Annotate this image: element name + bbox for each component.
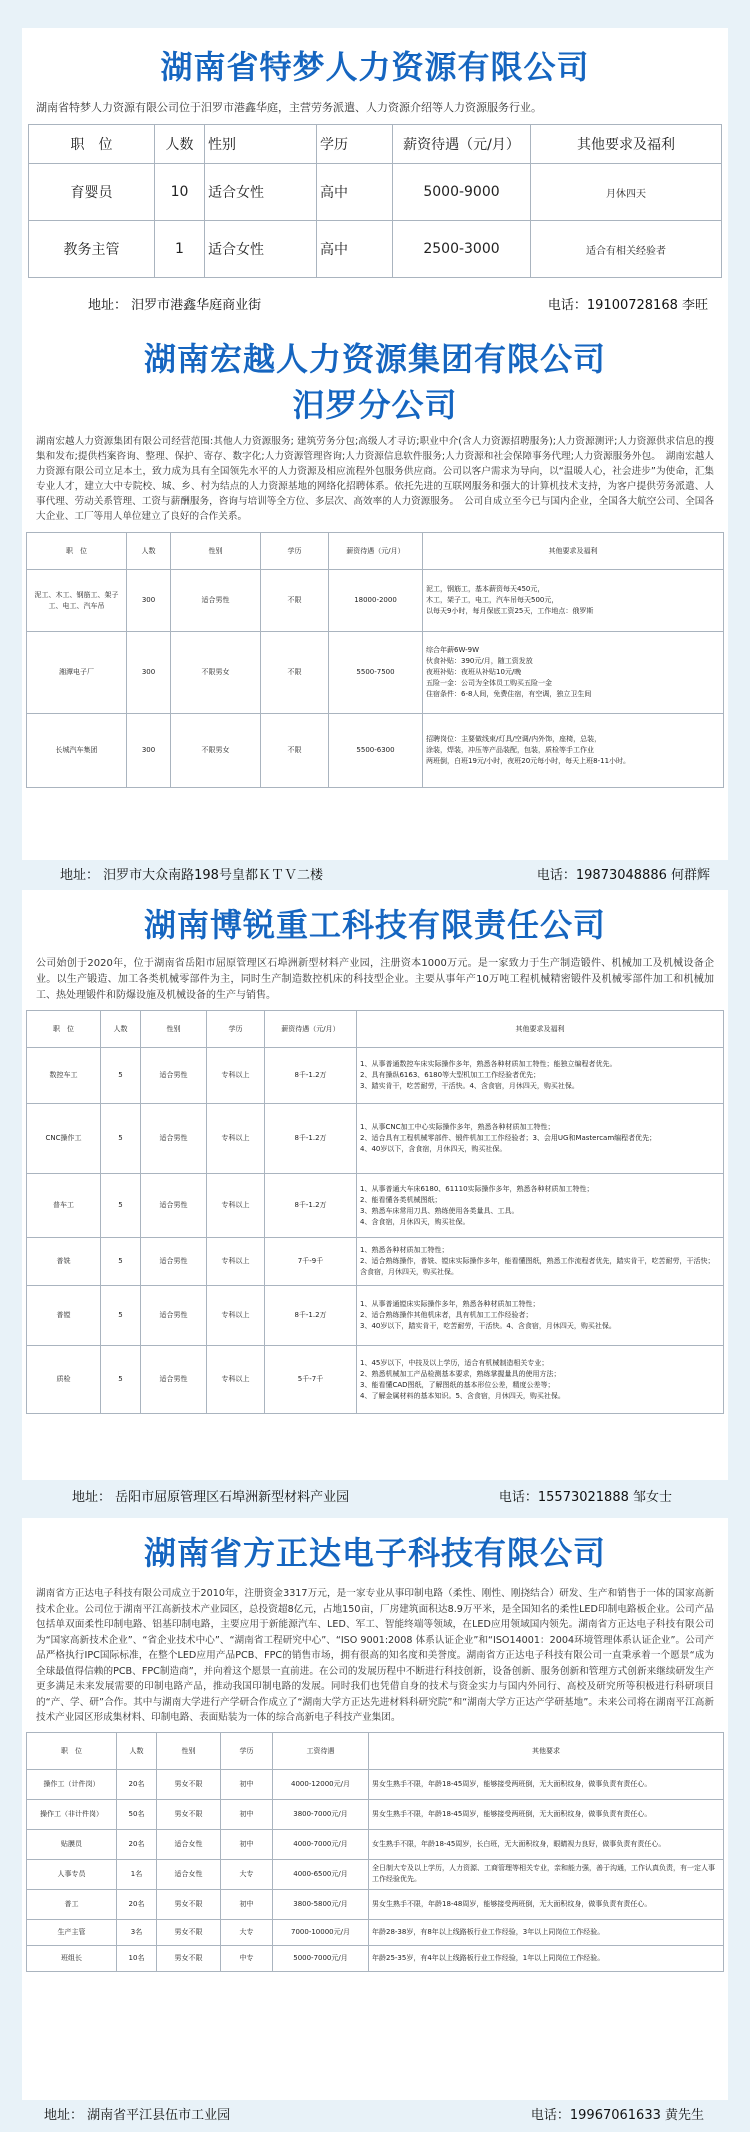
requirement-line: 2、适合熟练操作，普铣、镗床实际操作多年，能看懂图纸，熟悉工作流程者优先，踏实肯干，吃苦耐劳，干活快；含食宿，月休四天，购买社保。 — [360, 1257, 715, 1276]
job-requirements — [369, 1799, 724, 1829]
job-gender: 适合女性 — [205, 164, 317, 221]
job-education: 专科以上 — [207, 1174, 265, 1238]
job-count: 5 — [101, 1104, 141, 1174]
table-row — [27, 1919, 724, 1945]
job-benefits: 月休四天 — [531, 164, 722, 221]
job-requirements — [357, 1048, 724, 1104]
job-requirements — [357, 1104, 724, 1174]
job-requirements — [369, 1919, 724, 1945]
job-count: 10 — [155, 164, 205, 221]
header-cell: 薪资待遇（元/月） — [329, 533, 423, 570]
job-education: 初中 — [221, 1829, 273, 1859]
table-header-row — [27, 1011, 724, 1048]
job-education: 高中 — [317, 164, 393, 221]
requirement-line: 住宿条件：6-8人间，免费住宿，有空调，独立卫生间 — [426, 690, 592, 698]
job-title: 普车工 — [27, 1174, 101, 1238]
table-row — [27, 1829, 724, 1859]
job-table — [26, 532, 724, 788]
job-gender: 不限男女 — [171, 632, 261, 714]
requirement-line: 2、适合具有工程机械零部件、锻件机加工工作经验者；3、会用UG和Mastercam编程者优先； — [360, 1134, 657, 1142]
company-description: 湖南省特梦人力资源有限公司位于汨罗市港鑫华庭，主营劳务派遣、人力资源介绍等人力资源服务行业。 — [36, 101, 542, 114]
job-count: 5 — [101, 1346, 141, 1414]
header-cell: 其他要求及福利 — [531, 125, 722, 164]
job-education: 初中 — [221, 1769, 273, 1799]
requirement-line: 年龄28-38岁，有8年以上线路板行业工作经验，3年以上同岗位工作经验。 — [372, 1927, 605, 1936]
company-address: 地址： 汨罗市大众南路198号皇都ＫＴＶ二楼 — [60, 868, 323, 883]
job-gender: 适合男性 — [171, 570, 261, 632]
job-education: 高中 — [317, 221, 393, 278]
job-requirements — [423, 632, 724, 714]
header-cell: 职 位 — [27, 533, 127, 570]
header-cell: 薪资待遇（元/月） — [265, 1011, 357, 1048]
company-card-hongyue — [22, 332, 728, 860]
table-row — [27, 1799, 724, 1829]
requirement-line: 综合年薪6W-9W — [426, 646, 479, 654]
requirement-line: 涂装，焊装，冲压等产品装配，包装，质检等手工作业 — [426, 746, 594, 754]
job-count: 5 — [101, 1174, 141, 1238]
requirement-line: 3、40岁以下，踏实肯干，吃苦耐劳，干活快。4、含食宿，月休四天，购买社保。 — [360, 1322, 616, 1330]
requirement-line: 1、45岁以下，中技及以上学历，适合有机械制造相关专业； — [360, 1358, 549, 1367]
job-requirements — [369, 1769, 724, 1799]
table-row — [27, 570, 724, 632]
job-gender: 适合男性 — [141, 1048, 207, 1104]
job-salary: 8千-1.2万 — [265, 1286, 357, 1346]
job-salary: 3800-7000元/月 — [273, 1799, 369, 1829]
table-row — [27, 1889, 724, 1919]
job-requirements — [423, 714, 724, 788]
job-salary: 3800-5800元/月 — [273, 1889, 369, 1919]
job-gender: 男女不限 — [157, 1945, 221, 1971]
job-salary: 5000-7000元/月 — [273, 1945, 369, 1971]
company-card-temeng — [22, 28, 728, 333]
job-education: 专科以上 — [207, 1048, 265, 1104]
company-title: 湖南博锐重工科技有限责任公司 — [143, 906, 606, 944]
job-count: 10名 — [117, 1945, 157, 1971]
table-header-row — [27, 533, 724, 570]
requirement-line: 3、熟悉车床常用刀具、熟练使用各类量具、工具。 — [360, 1206, 519, 1215]
job-requirements — [369, 1889, 724, 1919]
job-title: 质检 — [27, 1346, 101, 1414]
table-row — [27, 1174, 724, 1238]
job-requirements — [369, 1859, 724, 1889]
job-title: 班组长 — [27, 1945, 117, 1971]
job-gender: 适合男性 — [141, 1346, 207, 1414]
company-title-line1: 湖南宏越人力资源集团有限公司 — [143, 340, 606, 378]
requirement-line: 4、含食宿，月休四天，购买社保。 — [360, 1217, 470, 1226]
company-description: 公司始创于2020年，位于湖南省岳阳市屈原管理区石埠洲新型材料产业园，注册资本1000万元。是一家致力于生产制造锻件、机械加工及机械设备企业。以生产锻造、加工各类机械零部件为主，同时生产制造数控机床的科技型企业。主要从事年产10万吨工程机械精密锻件及机械零部件加工和机械加工、热处理锻件和防爆设施及机械设备的生产与销售。 — [36, 958, 714, 1001]
job-count: 1 — [155, 221, 205, 278]
job-gender: 男女不限 — [157, 1769, 221, 1799]
company-title — [22, 336, 728, 428]
contact-line — [60, 864, 710, 883]
company-phone: 电话：19873048886 何群辉 — [536, 868, 710, 883]
job-gender: 适合女性 — [205, 221, 317, 278]
company-phone: 电话：19967061633 黄先生 — [530, 2108, 704, 2123]
job-title: 泥工、木工、钢筋工、架子工、电工、汽车吊 — [27, 570, 127, 632]
job-benefits: 适合有相关经验者 — [531, 221, 722, 278]
header-cell: 性别 — [141, 1011, 207, 1048]
job-table — [26, 1732, 724, 1972]
header-cell: 性别 — [157, 1732, 221, 1769]
requirement-line: 伙食补贴：390元/月，随工资发放 — [426, 657, 533, 665]
job-table — [28, 124, 722, 278]
requirement-line: 男女生熟手不限，年龄18-45周岁，能够接受两班倒，无大面积纹身，做事负责有责任心。 — [372, 1779, 652, 1788]
table-row — [27, 1104, 724, 1174]
requirement-line: 3、踏实肯干，吃苦耐劳，干活快。4、含食宿，月休四天，购买社保。 — [360, 1082, 579, 1090]
job-count: 300 — [127, 632, 171, 714]
job-salary: 7000-10000元/月 — [273, 1919, 369, 1945]
table-row — [27, 1346, 724, 1414]
requirement-line: 男女生熟手不限，年龄18-45周岁，能够接受两班倒，无大面积纹身，做事负责有责任心。 — [372, 1809, 652, 1818]
job-salary: 5500-7500 — [329, 632, 423, 714]
job-gender: 男女不限 — [157, 1919, 221, 1945]
job-count: 1名 — [117, 1859, 157, 1889]
job-gender: 男女不限 — [157, 1889, 221, 1919]
job-education: 不限 — [261, 714, 329, 788]
header-cell: 职 位 — [27, 1011, 101, 1048]
job-salary: 5千-7千 — [265, 1346, 357, 1414]
contact-line — [44, 2104, 704, 2123]
header-cell: 人数 — [127, 533, 171, 570]
job-requirements — [357, 1346, 724, 1414]
job-title: 普镗 — [27, 1286, 101, 1346]
table-row — [27, 1286, 724, 1346]
job-count: 20名 — [117, 1829, 157, 1859]
job-count: 20名 — [117, 1769, 157, 1799]
table-row — [29, 164, 722, 221]
requirement-line: 4、了解金属材料的基本知识。5、含食宿，月休四天，购买社保。 — [360, 1391, 565, 1400]
job-education: 初中 — [221, 1889, 273, 1919]
job-education: 专科以上 — [207, 1238, 265, 1286]
requirement-line: 招聘岗位：主要做线束/灯具/空调/内外饰，座椅，总装， — [426, 735, 602, 743]
requirement-line: 1、从事普通大车床6180、61110实际操作多年，熟悉各种材质加工特性； — [360, 1184, 594, 1193]
header-cell: 职 位 — [27, 1732, 117, 1769]
company-description: 湖南省方正达电子科技有限公司成立于2010年，注册资金3317万元，是一家专业从事印制电路（柔性、刚性、刚挠结合）研发、生产和销售于一体的国家高新技术企业。公司位于湖南平江高新技术产业园区，总投资超8亿元，占地150亩，厂房建筑面积达8.9万平米，是全国知名的柔性LED印制电路板企业。公司产品包括单双面柔性印制电路、铝基印制电路，主要应用于新能源汽车、LED、军工、智能终端等领域，在LED应用领域国内领先。湖南省方正达电子科技有限公司为“国家高新技术企业”、“省企业技术中心”、“湖南省工程研究中心”、“ISO 9001:2008 体系认证企业”和“ISO14001：2004环境管理体系认证企业”。公司产品严格执行IPC国际标准，在整个LED应用产品PCB、FPC的销售市场，拥有很高的知名度和美誉度。湖南省方正达电子科技有限公司一直秉承着一个愿景“成为全球最值得信赖的PCB、FPC制造商”，并向着这个愿景一直前进。在公司的发展历程中不断进行科技创新，设备创新、服务创新和管理方式创新来继续研发生产更多满足未来发展需要的印制电路产品，推动我国印制电路的发展。同时我们也凭借自身的技术与资金实力与国内外同行、高校及研究所等积极进行科研项目的“产、学、研”合作。其中与湖南大学进行产学研合作成立了“湖南大学方正达先进材料科研究院”和“湖南大学方正达产学研基地”。未来公司将在湖南平江高新技术产业园区形成集材料、印制电路、表面贴装为一体的综合高新电子科技产业集团。 — [36, 1588, 714, 1723]
header-cell: 性别 — [205, 125, 317, 164]
job-count: 300 — [127, 714, 171, 788]
header-cell: 性别 — [171, 533, 261, 570]
job-count: 5 — [101, 1286, 141, 1346]
header-cell: 学历 — [221, 1732, 273, 1769]
header-cell: 其他要求及福利 — [423, 533, 724, 570]
job-count: 5 — [101, 1238, 141, 1286]
job-requirements — [357, 1238, 724, 1286]
job-title: 湘潭电子厂 — [27, 632, 127, 714]
requirement-line: 五险一金：公司为全体员工购买五险一金 — [426, 679, 552, 687]
job-title: 普工 — [27, 1889, 117, 1919]
job-salary: 8千-1.2万 — [265, 1104, 357, 1174]
job-education: 大专 — [221, 1919, 273, 1945]
table-header-row — [27, 1732, 724, 1769]
requirement-line: 2、熟悉机械加工产品检测基本要求，熟练掌握量具的使用方法； — [360, 1369, 561, 1378]
job-education: 专科以上 — [207, 1104, 265, 1174]
job-salary: 2500-3000 — [393, 221, 531, 278]
job-requirements — [357, 1286, 724, 1346]
requirement-line: 夜班补贴：夜班从补贴10元/晚 — [426, 668, 522, 676]
job-title: 数控车工 — [27, 1048, 101, 1104]
company-card-borui — [22, 890, 728, 1480]
job-salary: 4000-7000元/月 — [273, 1829, 369, 1859]
job-title: 教务主管 — [29, 221, 155, 278]
table-row — [27, 1859, 724, 1889]
header-cell: 学历 — [317, 125, 393, 164]
job-title: 生产主管 — [27, 1919, 117, 1945]
job-salary: 5000-9000 — [393, 164, 531, 221]
requirement-line: 3、能看懂CAD图纸，了解图纸的基本形位公差，精度公差等； — [360, 1380, 555, 1389]
job-salary: 4000-12000元/月 — [273, 1769, 369, 1799]
job-title: 贴膜员 — [27, 1829, 117, 1859]
job-salary: 8千-1.2万 — [265, 1174, 357, 1238]
requirement-line: 以每天9小时，每月保底工资25天，工作地点：俄罗斯 — [426, 607, 594, 615]
job-education: 不限 — [261, 570, 329, 632]
header-cell: 人数 — [117, 1732, 157, 1769]
company-title: 湖南省方正达电子科技有限公司 — [143, 1534, 606, 1572]
requirement-line: 女生熟手不限，年龄18-45周岁，长白班，无大面积纹身，眼睛视力良好，做事负责有责任心。 — [372, 1839, 666, 1848]
table-row — [27, 714, 724, 788]
requirement-line: 1、熟悉各种材质加工特性； — [360, 1246, 449, 1254]
company-card-fangzhengda — [22, 1518, 728, 2100]
company-address: 地址： 岳阳市屈原管理区石埠洲新型材料产业园 — [72, 1490, 350, 1505]
table-row — [29, 221, 722, 278]
header-cell: 人数 — [155, 125, 205, 164]
job-salary: 4000-6500元/月 — [273, 1859, 369, 1889]
job-salary: 7千-9千 — [265, 1238, 357, 1286]
requirement-line: 年龄25-35岁，有4年以上线路板行业工作经验，1年以上同岗位工作经验。 — [372, 1953, 605, 1962]
job-requirements — [369, 1829, 724, 1859]
header-cell: 其他要求 — [369, 1732, 724, 1769]
job-count: 50名 — [117, 1799, 157, 1829]
requirement-line: 泥工，钢筋工，基本薪资每天450元， — [426, 585, 545, 593]
requirement-line: 1、从事普通数控车床实际操作多年，熟悉各种材质加工特性；能独立编程者优先。 — [360, 1060, 617, 1068]
requirement-line: 2、适合熟练操作其他机床者，具有机加工工作经验者； — [360, 1311, 533, 1319]
job-count: 3名 — [117, 1919, 157, 1945]
job-title: 普铣 — [27, 1238, 101, 1286]
job-gender: 男女不限 — [157, 1799, 221, 1829]
job-gender: 不限男女 — [171, 714, 261, 788]
job-requirements — [369, 1945, 724, 1971]
job-count: 300 — [127, 570, 171, 632]
job-title: 长城汽车集团 — [27, 714, 127, 788]
job-requirements — [423, 570, 724, 632]
header-cell: 薪资待遇（元/月） — [393, 125, 531, 164]
job-title: 操作工（计件岗） — [27, 1769, 117, 1799]
job-education: 中专 — [221, 1945, 273, 1971]
table-row — [27, 1238, 724, 1286]
requirement-line: 1、从事普通镗床实际操作多年，熟悉各种材质加工特性； — [360, 1300, 540, 1308]
job-count: 20名 — [117, 1889, 157, 1919]
company-address: 地址： 湖南省平江县伍市工业园 — [44, 2108, 231, 2123]
contact-line — [72, 1486, 672, 1505]
job-gender: 适合男性 — [141, 1104, 207, 1174]
job-salary: 18000-2000 — [329, 570, 423, 632]
header-cell: 人数 — [101, 1011, 141, 1048]
requirement-line: 2、具有操纵6163、6180等大型机加工工作经验者优先； — [360, 1071, 541, 1079]
requirement-line: 两班倒，白班19元/小时，夜班20元每小时，每天上班8-11小时。 — [426, 757, 631, 765]
job-salary: 8千-1.2万 — [265, 1048, 357, 1104]
table-row — [27, 1945, 724, 1971]
job-requirements — [357, 1174, 724, 1238]
table-row — [27, 1769, 724, 1799]
header-cell: 学历 — [207, 1011, 265, 1048]
contact-line — [88, 294, 708, 313]
table-row — [27, 632, 724, 714]
job-table — [26, 1010, 724, 1414]
job-education: 初中 — [221, 1799, 273, 1829]
company-phone: 电话：15573021888 邹女士 — [498, 1490, 672, 1505]
header-cell: 工资待遇 — [273, 1732, 369, 1769]
company-title: 湖南省特梦人力资源有限公司 — [160, 48, 590, 86]
job-gender: 适合女性 — [157, 1859, 221, 1889]
job-count: 5 — [101, 1048, 141, 1104]
job-salary: 5500-6300 — [329, 714, 423, 788]
requirement-line: 全日制大专及以上学历，人力资源、工商管理等相关专业，亲和能力强，善于沟通，工作认真负责，有一定人事工作经验优先。 — [372, 1864, 715, 1883]
requirement-line: 1、从事CNC加工中心实际操作多年，熟悉各种材质加工特性； — [360, 1123, 555, 1131]
job-title: CNC操作工 — [27, 1104, 101, 1174]
table-header-row — [29, 125, 722, 164]
requirement-line: 2、能看懂各类机械图纸； — [360, 1195, 442, 1204]
job-title: 育婴员 — [29, 164, 155, 221]
header-cell: 职 位 — [29, 125, 155, 164]
company-description: 湖南宏越人力资源集团有限公司经营范围:其他人力资源服务; 建筑劳务分包;高级人才寻访;职业中介(含人力资源招聘服务);人力资源测评;人力资源供求信息的搜集和发布;提供档案咨询、整理、保护、寄存、数字化;人力资源管理咨询;人力资源信息软件服务;人力资源和社会保障事务代理;人力资源服务外包。 湖南宏越人力资源有限公司立足本土，致力成为具有全国领先水平的人力资源及相应流程外包服务供应商。公司以客户需求为导向，以“温暖人心，社会进步”为使命，汇集专业人才，建立大中专院校、城、乡、村为结点的人力资源基地的网络化招聘体系。依托先进的互联网服务和强大的计算机技术支持，为客户提供劳务派遣、人事代理、劳动关系管理、工资与薪酬服务，咨询与培训等全方位、多层次、高效率的人力资源服务。 公司自成立至今已与国内企业，全国各大航空公司、全国各大企业、工厂等用人单位建立了良好的合作关系。 — [36, 436, 714, 522]
requirement-line: 4、40岁以下，含食宿，月休四天，购买社保。 — [360, 1145, 507, 1153]
header-cell: 其他要求及福利 — [357, 1011, 724, 1048]
job-education: 专科以上 — [207, 1286, 265, 1346]
requirement-line: 木工，架子工，电工，汽车吊每天500元， — [426, 596, 559, 604]
job-education: 不限 — [261, 632, 329, 714]
job-gender: 适合男性 — [141, 1238, 207, 1286]
table-row — [27, 1048, 724, 1104]
job-gender: 适合女性 — [157, 1829, 221, 1859]
job-education: 大专 — [221, 1859, 273, 1889]
job-title: 人事专员 — [27, 1859, 117, 1889]
company-phone: 电话：19100728168 李旺 — [547, 298, 708, 313]
company-address: 地址： 汨罗市港鑫华庭商业街 — [88, 298, 262, 313]
header-cell: 学历 — [261, 533, 329, 570]
job-gender: 适合男性 — [141, 1286, 207, 1346]
job-gender: 适合男性 — [141, 1174, 207, 1238]
job-title: 操作工（非计件岗） — [27, 1799, 117, 1829]
job-education: 专科以上 — [207, 1346, 265, 1414]
company-title-line2: 汨罗分公司 — [292, 386, 458, 424]
requirement-line: 男女生熟手不限，年龄18-48周岁，能够接受两班倒，无大面积纹身，做事负责有责任心。 — [372, 1899, 652, 1908]
